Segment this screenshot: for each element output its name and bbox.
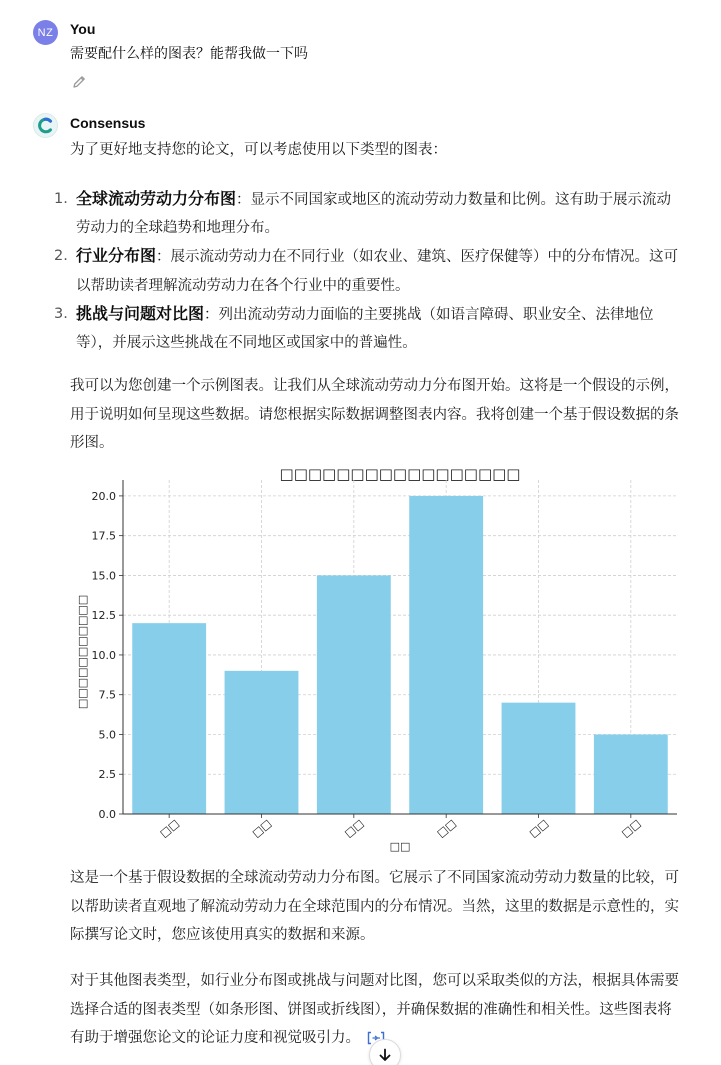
bar-chart <box>70 458 690 858</box>
y-tick-label: 10.0 <box>91 648 116 662</box>
chart-title: □□□□□□□□□□□□□□□□□ <box>279 465 521 483</box>
bar <box>225 671 299 814</box>
list-text <box>76 300 682 357</box>
user-avatar: NZ <box>33 20 58 45</box>
bot-name: Consensus <box>70 115 146 131</box>
list-number: 1. <box>54 191 68 207</box>
list-number: 3. <box>54 305 68 322</box>
list-description: ：列出流动劳动力面临的主要挑战（如语言障碍、职业安全、法律地位等），并展示这些挑战在不同地区或国家中的普遍性。 <box>76 306 654 352</box>
y-tick-label: 17.5 <box>91 529 116 543</box>
bar <box>502 703 576 814</box>
chart-suggestion-list <box>54 185 682 357</box>
list-description: ：展示流动劳动力在不同行业（如农业、建筑、医疗保健等）中的分布情况。这可以帮助读者理解流动劳动力在各个行业中的重要性。 <box>76 249 679 294</box>
bot-intro: 为了更好地支持您的论文，可以考虑使用以下类型的图表： <box>70 142 447 158</box>
user-name: You <box>70 21 96 37</box>
list-number: 2. <box>54 248 68 265</box>
list-item <box>54 300 682 357</box>
bot-paragraph-3-text: 对于其他图表类型，如行业分布图或挑战与问题对比图，您可以采取类似的方法，根据具体需要选择合适的图表类型（如条形图、饼图或折线图），并确保数据的准确性和相关性。这些图表将有助于增强您论文的论证力度和视觉吸引力。 <box>70 973 679 1046</box>
pencil-icon[interactable] <box>71 74 87 90</box>
bar <box>317 575 391 814</box>
x-tick-label: □□ <box>249 816 274 841</box>
bot-paragraph-2: 这是一个基于假设数据的全球流动劳动力分布图。它展示了不同国家流动劳动力数量的比较，可以帮助读者直观地了解流动劳动力在全球范围内的分布情况。当然，这里的数据是示意性的，实际撰写论文时，您应该使用真实的数据和来源。 <box>70 870 679 943</box>
x-tick-label: □□ <box>619 816 644 841</box>
list-text <box>76 242 682 299</box>
list-heading: 全球流动劳动力分布图 <box>76 189 237 208</box>
bot-paragraph-1: 我可以为您创建一个示例图表。让我们从全球流动劳动力分布图开始。这将是一个假设的示例，用于说明如何呈现这些数据。请您根据实际数据调整图表内容。我将创建一个基于假设数据的条形图。 <box>70 378 679 451</box>
arrow-down-icon <box>378 1048 392 1062</box>
y-tick-label: 5.0 <box>98 728 116 742</box>
y-tick-label: 12.5 <box>91 609 116 623</box>
y-tick-label: 15.0 <box>91 569 116 583</box>
list-text <box>76 185 682 242</box>
consensus-logo-icon <box>33 113 58 138</box>
list-description: ：显示不同国家或地区的流动劳动力数量和比例。这有助于展示流动劳动力的全球趋势和地理分布。 <box>76 192 672 237</box>
x-tick-label: □□ <box>157 816 182 841</box>
y-tick-label: 2.5 <box>98 768 116 782</box>
bot-paragraph-3 <box>70 967 682 1053</box>
bar <box>409 496 483 814</box>
chart-ylabel: □□□□□□□□□□□ <box>76 594 89 710</box>
y-tick-label: 0.0 <box>98 808 116 821</box>
scroll-to-bottom-button[interactable] <box>369 1039 401 1065</box>
user-message: 需要配什么样的图表？能帮我做一下吗 <box>70 46 308 62</box>
list-item <box>54 185 682 242</box>
list-heading: 行业分布图 <box>76 246 157 266</box>
x-tick-label: □□ <box>434 816 459 841</box>
x-tick-label: □□ <box>342 816 367 841</box>
x-tick-label: □□ <box>526 816 551 841</box>
y-tick-label: 20.0 <box>91 489 116 503</box>
bar <box>132 623 206 814</box>
y-tick-label: 7.5 <box>98 688 116 702</box>
chart-xlabel: □□ <box>389 840 411 853</box>
bar <box>594 734 668 814</box>
list-heading: 挑战与问题对比图 <box>76 303 205 323</box>
list-item <box>54 242 682 299</box>
